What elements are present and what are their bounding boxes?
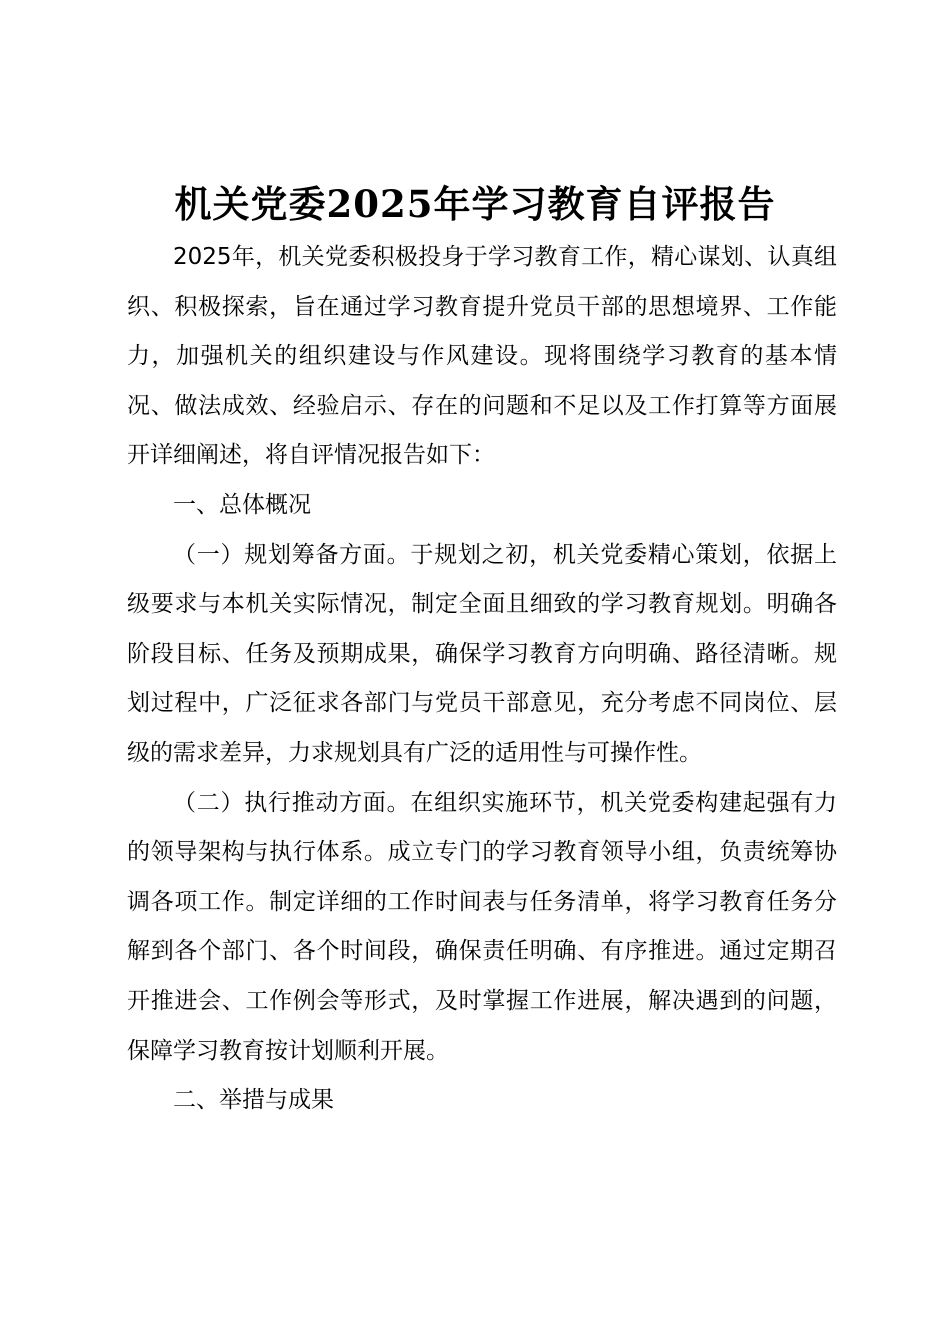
paragraph-planning: （一）规划筹备方面。于规划之初，机关党委精心策划，依据上级要求与本机关实际情况，制定全面且细致的学习教育规划。明确各阶段目标、任务及预期成果，确保学习教育方向明确、路径清晰。规划过程中，广泛征求各部门与党员干部意见，充分考虑不同岗位、层级的需求差异，力求规划具有广泛的适用性与可操作性。 bbox=[127, 541, 837, 766]
document-title: 机关党委2025年学习教育自评报告 bbox=[174, 182, 776, 226]
document-body bbox=[127, 233, 837, 1126]
paragraph-execution: （二）执行推动方面。在组织实施环节，机关党委构建起强有力的领导架构与执行体系。成立专门的学习教育领导小组，负责统筹协调各项工作。制定详细的工作时间表与任务清单，将学习教育任务分解到各个部门、各个时间段，确保责任明确、有序推进。通过定期召开推进会、工作例会等形式，及时掌握工作进展，解决遇到的问题，保障学习教育按计划顺利开展。 bbox=[127, 789, 837, 1064]
section-heading-measures: 二、举措与成果 bbox=[173, 1087, 334, 1114]
intro-paragraph: 2025年，机关党委积极投身于学习教育工作，精心谋划、认真组织、积极探索，旨在通过学习教育提升党员干部的思想境界、工作能力，加强机关的组织建设与作风建设。现将围绕学习教育的基本情况、做法成效、经验启示、存在的问题和不足以及工作打算等方面展开详细阐述，将自评情况报告如下： bbox=[127, 244, 837, 469]
section-heading-overview: 一、总体概况 bbox=[173, 491, 311, 518]
